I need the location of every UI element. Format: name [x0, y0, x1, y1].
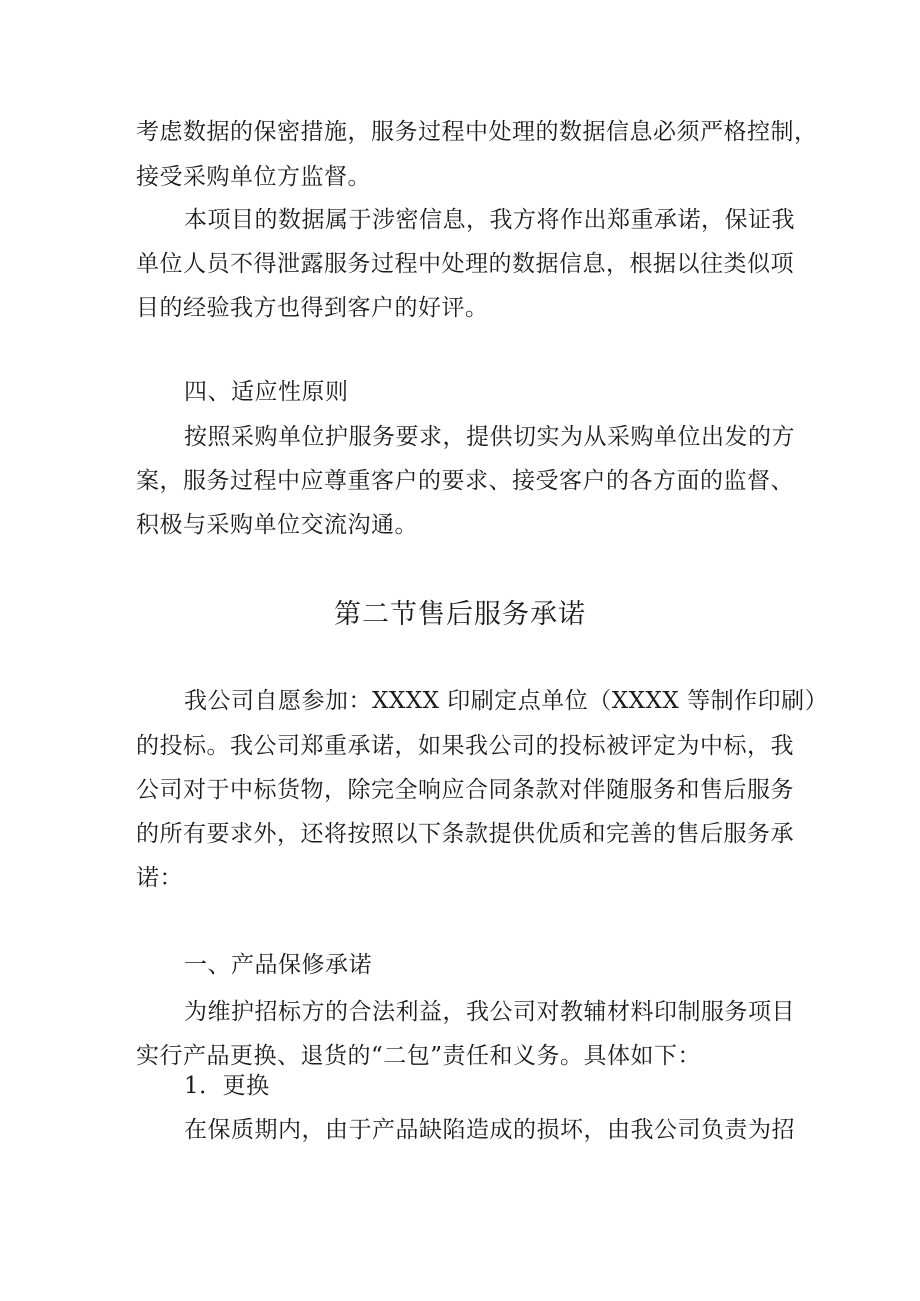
paragraph-line: 本项目的数据属于涉密信息，我方将作出郑重承诺，保证我 [184, 207, 795, 233]
paragraph-line: 的投标。我公司郑重承诺，如果我公司的投标被评定为中标，我 [136, 733, 794, 759]
paragraph-line: 案，服务过程中应尊重客户的要求、接受客户的各方面的监督、 [136, 468, 794, 494]
paragraph-line: 我公司自愿参加：XXXX 印刷定点单位（XXXX 等制作印刷） [184, 688, 829, 714]
paragraph-line: 诺： [136, 865, 183, 891]
subheading-adaptability: 四、适应性原则 [184, 379, 349, 405]
paragraph-line: 在保质期内，由于产品缺陷造成的损坏，由我公司负责为招 [184, 1117, 795, 1143]
paragraph-line: 的所有要求外，还将按照以下条款提供优质和完善的售后服务承 [136, 821, 794, 847]
section-title: 第二节售后服务承诺 [334, 599, 586, 630]
paragraph-line: 按照采购单位护服务要求，提供切实为从采购单位出发的方 [184, 424, 795, 450]
paragraph-line: 实行产品更换、退货的“二包”责任和义务。具体如下： [136, 1043, 702, 1069]
paragraph-line: 考虑数据的保密措施，服务过程中处理的数据信息必须严格控制， [136, 119, 818, 145]
list-item-replacement: 1．更换 [184, 1073, 270, 1099]
paragraph-line: 积极与采购单位交流沟通。 [136, 512, 418, 538]
paragraph-line: 目的经验我方也得到客户的好评。 [136, 295, 489, 321]
paragraph-line: 公司对于中标货物，除完全响应合同条款对伴随服务和售后服务 [136, 777, 794, 803]
paragraph-line: 接受采购单位方监督。 [136, 164, 371, 190]
subheading-warranty: 一、产品保修承诺 [184, 952, 372, 978]
paragraph-line: 为维护招标方的合法利益，我公司对教辅材料印制服务项目 [184, 999, 795, 1025]
paragraph-line: 单位人员不得泄露服务过程中处理的数据信息，根据以往类似项 [136, 251, 794, 277]
